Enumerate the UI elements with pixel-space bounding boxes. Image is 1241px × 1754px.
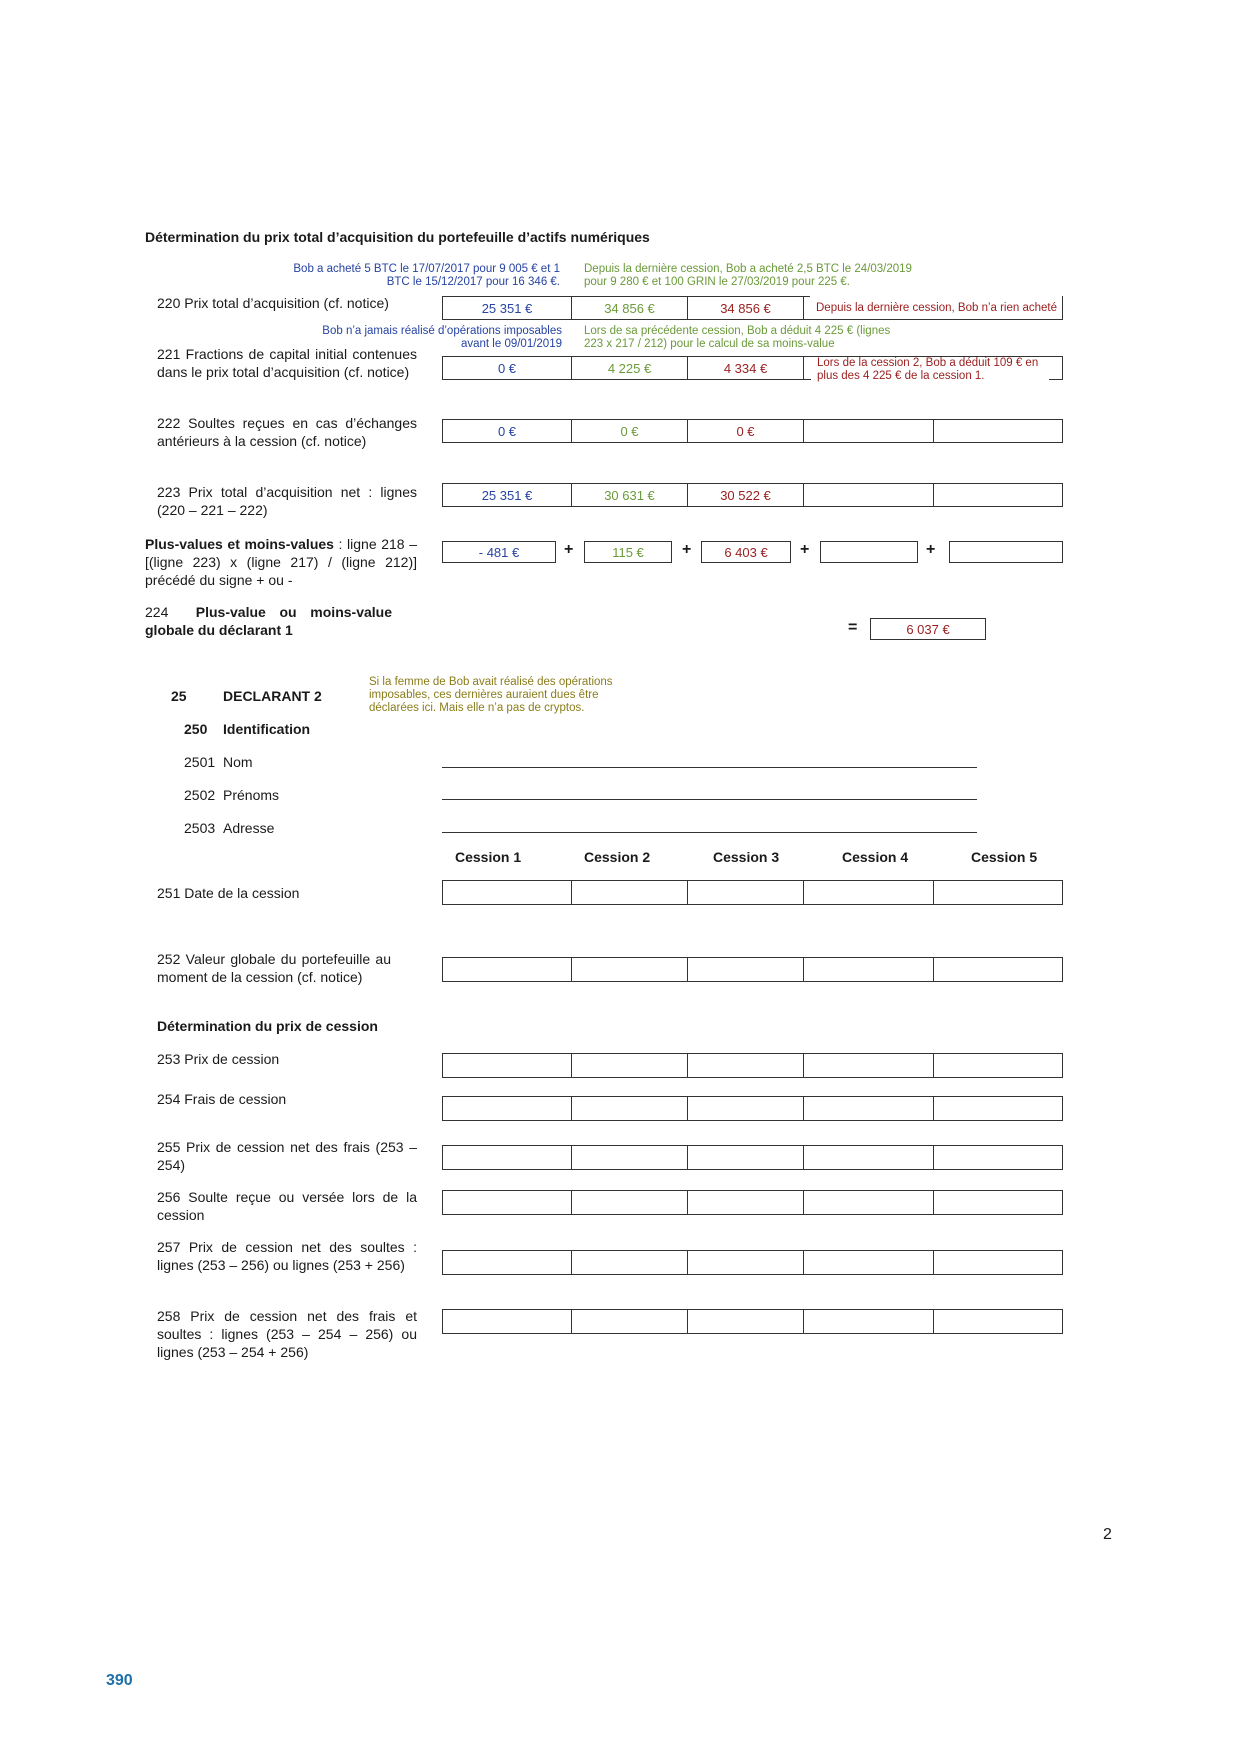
row-258-cession-4[interactable]: [804, 1310, 934, 1333]
row-223-label: 223 Prix total d’acquisition net : lignes (220 – 221 – 222): [157, 484, 417, 518]
row-255-label: 255 Prix de cession net des frais (253 – 254): [157, 1139, 417, 1173]
field-adresse-label: Adresse: [223, 820, 275, 836]
row-223-cession-4[interactable]: [804, 484, 934, 506]
row-254-cession-3[interactable]: [688, 1097, 804, 1120]
equals-operator: =: [848, 619, 858, 636]
section-title: Détermination du prix total d’acquisition du portefeuille d’actifs numériques: [145, 229, 650, 245]
row-222-label: 222 Soultes reçues en cas d’échanges antérieurs à la cession (cf. notice): [157, 415, 417, 449]
row-253-label: 253 Prix de cession: [157, 1051, 280, 1067]
global-label-text: Plus-value ou moins-value globale du déclarant 1: [145, 604, 392, 638]
row-258-cession-3[interactable]: [688, 1310, 804, 1333]
row-254-fields: [442, 1096, 1063, 1121]
row-255-cession-2[interactable]: [572, 1146, 688, 1169]
row-254-cession-2[interactable]: [572, 1097, 688, 1120]
row-220-cession-2[interactable]: 34 856 €: [572, 297, 688, 319]
plusvalue-cession-3[interactable]: 6 403 €: [701, 541, 791, 563]
note-deducted-4225: Lors de sa précédente cession, Bob a déduit 4 225 € (lignes 223 x 217 / 212) pour le calcul de sa moins-value: [584, 325, 891, 350]
row-223-cession-1[interactable]: 25 351 €: [443, 484, 572, 506]
row-252-label: 252 Valeur globale du portefeuille au moment de la cession (cf. notice): [157, 951, 391, 985]
row-258-cession-2[interactable]: [572, 1310, 688, 1333]
row-257-cession-2[interactable]: [572, 1251, 688, 1274]
row-254-cession-5[interactable]: [934, 1097, 1062, 1120]
row-253-cession-3[interactable]: [688, 1054, 804, 1077]
plusvalue-cession-5[interactable]: [949, 541, 1063, 563]
row-252-cession-1[interactable]: [443, 958, 572, 981]
note-deducted-109: Lors de la cession 2, Bob a déduit 109 € en plus des 4 225 € de la cession 1.: [811, 357, 1049, 385]
row-257-cession-4[interactable]: [804, 1251, 934, 1274]
row-222-fields: [442, 419, 1063, 443]
row-252-fields: [442, 957, 1063, 982]
row-252-cession-3[interactable]: [688, 958, 804, 981]
row-253-cession-4[interactable]: [804, 1054, 934, 1077]
row-257-label: 257 Prix de cession net des soultes : lignes (253 – 256) ou lignes (253 + 256): [157, 1239, 417, 1273]
book-page-number: 390: [106, 1672, 133, 1689]
field-prenoms-label: Prénoms: [223, 787, 280, 803]
note-spouse: Si la femme de Bob avait réalisé des opérations imposables, ces dernières auraient dues être déclarées ici. Mais elle n’a pas de cryptos.: [369, 676, 613, 714]
row-256-cession-3[interactable]: [688, 1191, 804, 1214]
note-no-taxable-before: Bob n’a jamais réalisé d’opérations imposables avant le 09/01/2019: [322, 325, 562, 350]
row-258-label: 258 Prix de cession net des frais et soultes : lignes (253 – 254 – 256) ou lignes (253 – 254 + 256): [157, 1308, 417, 1360]
row-220-label: 220 Prix total d’acquisition (cf. notice): [157, 295, 389, 311]
row-257-fields: [442, 1250, 1063, 1275]
plusvalues-label-bold: Plus-values et moins-values: [145, 536, 334, 552]
row-257-cession-5[interactable]: [934, 1251, 1062, 1274]
note-no-purchase: Depuis la dernière cession, Bob n’a rien acheté: [810, 295, 1062, 319]
row-257-cession-3[interactable]: [688, 1251, 804, 1274]
row-251-cession-1[interactable]: [443, 881, 572, 904]
field-adresse-num: 2503: [184, 820, 216, 836]
row-254-cession-1[interactable]: [443, 1097, 572, 1120]
row-252-cession-2[interactable]: [572, 958, 688, 981]
global-num: 224: [145, 604, 169, 620]
row-251-cession-5[interactable]: [934, 881, 1062, 904]
row-223-cession-2[interactable]: 30 631 €: [572, 484, 688, 506]
row-222-cession-2[interactable]: 0 €: [572, 420, 688, 442]
row-251-cession-2[interactable]: [572, 881, 688, 904]
row-255-cession-1[interactable]: [443, 1146, 572, 1169]
plusvalue-cession-4[interactable]: [820, 541, 918, 563]
row-220-cession-3[interactable]: 34 856 €: [688, 297, 804, 319]
nom-input-line[interactable]: [442, 767, 977, 768]
plusvalue-cession-1[interactable]: - 481 €: [442, 541, 556, 563]
row-258-fields: [442, 1309, 1063, 1334]
row-253-fields: [442, 1053, 1063, 1078]
row-251-cession-3[interactable]: [688, 881, 804, 904]
row-254-cession-4[interactable]: [804, 1097, 934, 1120]
row-255-cession-3[interactable]: [688, 1146, 804, 1169]
row-251-cession-4[interactable]: [804, 881, 934, 904]
field-nom-label: Nom: [223, 754, 253, 770]
cession-header-3: Cession 3: [713, 849, 780, 865]
row-255-cession-5[interactable]: [934, 1146, 1062, 1169]
row-252-cession-5[interactable]: [934, 958, 1062, 981]
declarant-2-title: DECLARANT 2: [223, 688, 322, 704]
row-222-cession-1[interactable]: 0 €: [443, 420, 572, 442]
cession-header-1: Cession 1: [455, 849, 522, 865]
row-222-cession-4[interactable]: [804, 420, 934, 442]
row-221-cession-2[interactable]: 4 225 €: [572, 357, 688, 379]
row-223-cession-3[interactable]: 30 522 €: [688, 484, 804, 506]
row-223-fields: [442, 483, 1063, 507]
row-221-cession-1[interactable]: 0 €: [443, 357, 572, 379]
row-258-cession-5[interactable]: [934, 1310, 1062, 1333]
plusvalues-label-rest: : ligne 218 – [(ligne 223) x (ligne 217) / (ligne 212)] précédé du signe + ou -: [145, 536, 417, 588]
row-251-fields: [442, 880, 1063, 905]
row-223-cession-5[interactable]: [934, 484, 1062, 506]
row-256-cession-5[interactable]: [934, 1191, 1062, 1214]
row-254-label: 254 Frais de cession: [157, 1091, 287, 1107]
plus-operator-2: +: [682, 541, 692, 558]
row-253-cession-1[interactable]: [443, 1054, 572, 1077]
field-nom-num: 2501: [184, 754, 216, 770]
plus-operator-4: +: [926, 541, 936, 558]
global-label: [145, 603, 392, 639]
ident-title: Identification: [223, 721, 311, 737]
prenoms-input-line[interactable]: [442, 799, 977, 800]
adresse-input-line[interactable]: [442, 832, 977, 833]
page-number: 2: [1103, 1526, 1112, 1543]
row-256-cession-2[interactable]: [572, 1191, 688, 1214]
cession-header-4: Cession 4: [842, 849, 909, 865]
row-258-cession-1[interactable]: [443, 1310, 572, 1333]
row-253-cession-5[interactable]: [934, 1054, 1062, 1077]
declarant-2-num: 25: [171, 688, 187, 704]
plusvalue-cession-2[interactable]: 115 €: [584, 541, 672, 563]
plus-operator-1: +: [564, 541, 574, 558]
ident-num: 250: [184, 721, 208, 737]
field-prenoms-num: 2502: [184, 787, 216, 803]
row-222-cession-3[interactable]: 0 €: [688, 420, 804, 442]
row-221-cession-3[interactable]: 4 334 €: [688, 357, 804, 379]
plus-operator-3: +: [800, 541, 810, 558]
row-256-label: 256 Soulte reçue ou versée lors de la cession: [157, 1189, 417, 1223]
note-acquisitions-2017: Bob a acheté 5 BTC le 17/07/2017 pour 9 005 € et 1 BTC le 15/12/2017 pour 16 346 €.: [293, 263, 560, 288]
row-256-fields: [442, 1190, 1063, 1215]
row-256-cession-4[interactable]: [804, 1191, 934, 1214]
row-252-cession-4[interactable]: [804, 958, 934, 981]
sub-title-prix-cession: Détermination du prix de cession: [157, 1018, 378, 1034]
row-255-cession-4[interactable]: [804, 1146, 934, 1169]
row-222-cession-5[interactable]: [934, 420, 1062, 442]
row-255-fields: [442, 1145, 1063, 1170]
row-256-cession-1[interactable]: [443, 1191, 572, 1214]
cession-header-5: Cession 5: [971, 849, 1038, 865]
global-plusvalue-value[interactable]: 6 037 €: [870, 618, 986, 640]
row-220-cession-1[interactable]: 25 351 €: [443, 297, 572, 319]
cession-header-2: Cession 2: [584, 849, 651, 865]
row-257-cession-1[interactable]: [443, 1251, 572, 1274]
note-acquisitions-2019: Depuis la dernière cession, Bob a acheté 2,5 BTC le 24/03/2019 pour 9 280 € et 100 GRIN le 27/03/2019 pour 225 €.: [584, 263, 912, 288]
row-253-cession-2[interactable]: [572, 1054, 688, 1077]
row-221-label: 221 Fractions de capital initial contenues dans le prix total d’acquisition (cf. notice): [157, 346, 417, 380]
plusvalues-label: [145, 535, 417, 589]
row-251-label: 251 Date de la cession: [157, 885, 300, 901]
